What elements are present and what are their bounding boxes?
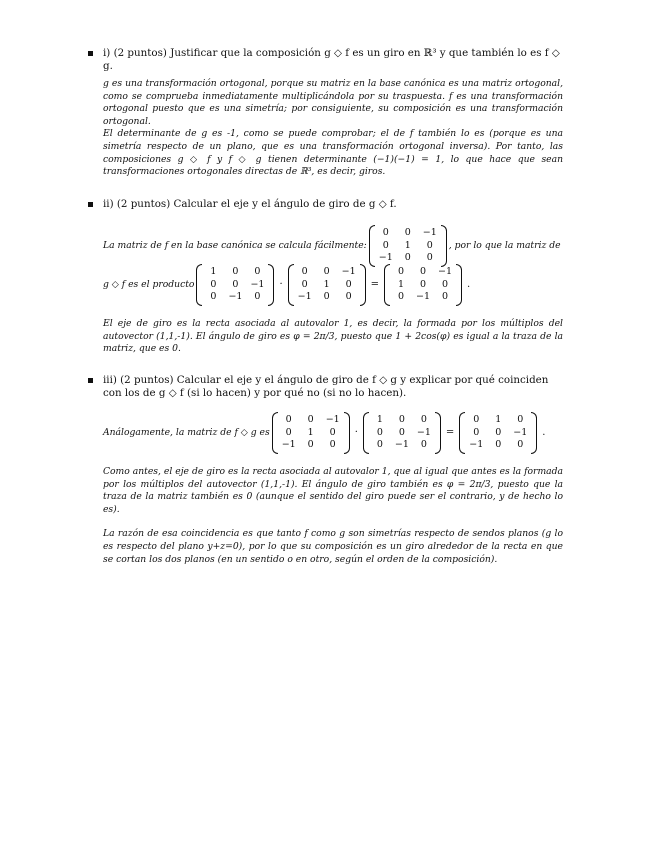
question-2-title: ii) (2 puntos) Calcular el eje y el ángulo de giro de g ◇ f. [103,198,561,211]
equals-sign: = [370,279,380,291]
matrix-cell: 0 [473,426,480,438]
matrix-f-factor [288,264,366,306]
matrix-cell: 0 [442,278,449,290]
equals-sign: = [445,427,455,439]
matrix-cell: 0 [254,291,261,302]
matrix-cell: 1 [376,414,383,425]
matrix-cell: 0 [345,291,352,302]
matrix-f [369,225,447,267]
matrix-cell: 1 [323,278,330,290]
matrix-cell: 0 [323,291,330,302]
matrix-gf [384,264,462,306]
matrix-cell: 0 [323,266,330,277]
question-1-title: i) (2 puntos) Justificar que la composición g ◇ f es un giro en ℝ³ y que también lo es f ◇ g. [103,47,561,73]
product-gf-row [103,264,473,306]
matrix-cell: 0 [210,278,217,290]
matrix-cell: 0 [517,414,524,425]
matrix-cell: 0 [329,426,336,438]
matrix-cell: 0 [329,439,336,450]
matrix-cell: 1 [210,266,217,277]
matrix-cell: −1 [228,291,243,302]
matrix-cell: 0 [420,266,427,277]
bullet-icon [88,202,93,207]
matrix-cell: 0 [301,278,308,290]
answer-3-paragraph-1: Como antes, el eje de giro es la recta asociada al autovalor 1, que al igual que antes es la formada por los múltiplos del autovector (1,1,-1). El ángulo de giro también es φ = 2π/3, puesto que la traza de la matriz también es 0 (aunque el sentido del giro puede ser el contrario, y de hecho lo es). [103,466,563,515]
matrix-cell: −1 [341,266,356,277]
dot-operator: · [354,427,358,439]
matrix-cell: 0 [495,426,502,438]
answer-2 [103,318,563,356]
matrix-cell: 0 [376,439,383,450]
matrix-g [196,264,274,306]
matrix-cell: 0 [285,414,292,425]
matrix-cell: 0 [376,426,383,438]
dot-operator: · [279,279,283,291]
answer-3-paragraph-2: La razón de esa coincidencia es que tanto f como g son simetrías respecto de sendos planos (g lo es respecto del plano y+z=0), por lo que su composición es un giro alrededor de la recta en que se cortan los dos planos (en un sentido o en otro, según el orden de la composición). [103,528,563,565]
answer-1-paragraph-1: g es una transformación ortogonal, porque su matriz en la base canónica es una matriz ortogonal, como se comprueba inmediatamente multiplicándola por su traspuesta. f es una transformación ortogonal puesto que es una simetría; por consiguiente, su composición es una transformación ortogonal. [103,78,563,127]
matrix-fg-intro: Análogamente, la matriz de f ◇ g es [103,427,270,439]
product-label: g ◇ f es el producto [103,279,195,291]
matrix-cell: 0 [398,414,405,425]
matrix-cell: 0 [404,227,411,238]
bullet-icon [88,378,93,383]
matrix-cell: −1 [438,266,453,277]
product-fg-row [103,412,548,454]
matrix-cell: 0 [345,278,352,290]
bullet-icon [88,51,93,56]
matrix-cell: 1 [307,426,314,438]
answer-2-paragraph: El eje de giro es la recta asociada al autovalor 1, es decir, la formada por los múltiplos del autovector (1,1,-1). El ángulo de giro es φ = 2π/3, puesto que 1 + 2cos(φ) es igual a la traza de la matriz, que es 0. [103,318,563,355]
matrix-cell: −1 [422,227,437,238]
matrix-cell: −1 [378,252,393,263]
matrix-cell: 0 [517,439,524,450]
answer-3 [103,466,563,566]
matrix-cell: 0 [420,414,427,425]
matrix-cell: 0 [398,291,405,302]
matrix-cell: −1 [469,439,484,450]
matrix-cell: 0 [420,439,427,450]
matrix-cell: 0 [254,266,261,277]
matrix-cell: 0 [307,439,314,450]
matrix-cell: −1 [297,291,312,302]
matrix-cell: 1 [398,278,405,290]
matrix-cell: 0 [285,426,292,438]
matrix-cell: −1 [281,439,296,450]
matrix-cell: −1 [325,414,340,425]
matrix-fg [459,412,537,454]
matrix-cell: −1 [513,426,528,438]
matrix-cell: 0 [382,239,389,251]
matrix-cell: 1 [495,414,502,425]
matrix-g-factor-2 [363,412,441,454]
matrix-cell: 0 [398,426,405,438]
period: . [467,279,471,291]
matrix-f-factor-2 [272,412,350,454]
matrix-cell: 0 [420,278,427,290]
answer-1-paragraph-2: El determinante de g es -1, como se puede comprobar; el de f también lo es (porque es una simetría respecto de un plano, que es una transformación ortogonal inversa). Por tanto, las composiciones g ◇ f y f ◇ g tienen determinante (−1)(−1) = 1, lo que hace que sean transformaciones ortogonales directas de ℝ³, es decir, giros. [103,128,563,178]
matrix-cell: 0 [210,291,217,302]
matrix-f-after: , por lo que la matriz de [448,240,561,252]
matrix-cell: 0 [473,414,480,425]
matrix-cell: 0 [382,227,389,238]
matrix-cell: 0 [404,252,411,263]
matrix-cell: 0 [398,266,405,277]
matrix-f-intro: La matriz de f en la base canónica se calcula fácilmente: [103,240,367,252]
question-3-title: iii) (2 puntos) Calcular el eje y el ángulo de giro de f ◇ g y explicar por qué coinciden con los de g ◇ f (si lo hacen) y por qué no (si no lo hacen). [103,374,561,400]
matrix-cell: 0 [426,239,433,251]
matrix-cell: −1 [416,426,431,438]
matrix-cell: −1 [394,439,409,450]
matrix-cell: 0 [232,278,239,290]
matrix-cell: 0 [307,414,314,425]
matrix-cell: 0 [232,266,239,277]
matrix-cell: 0 [301,266,308,277]
matrix-cell: 0 [426,252,433,263]
matrix-cell: 1 [404,239,411,251]
matrix-cell: −1 [416,291,431,302]
matrix-cell: −1 [250,278,265,290]
period: . [542,427,546,439]
matrix-cell: 0 [442,291,449,302]
matrix-cell: 0 [495,439,502,450]
matrix-f-row [103,225,561,267]
answer-1 [103,78,563,179]
